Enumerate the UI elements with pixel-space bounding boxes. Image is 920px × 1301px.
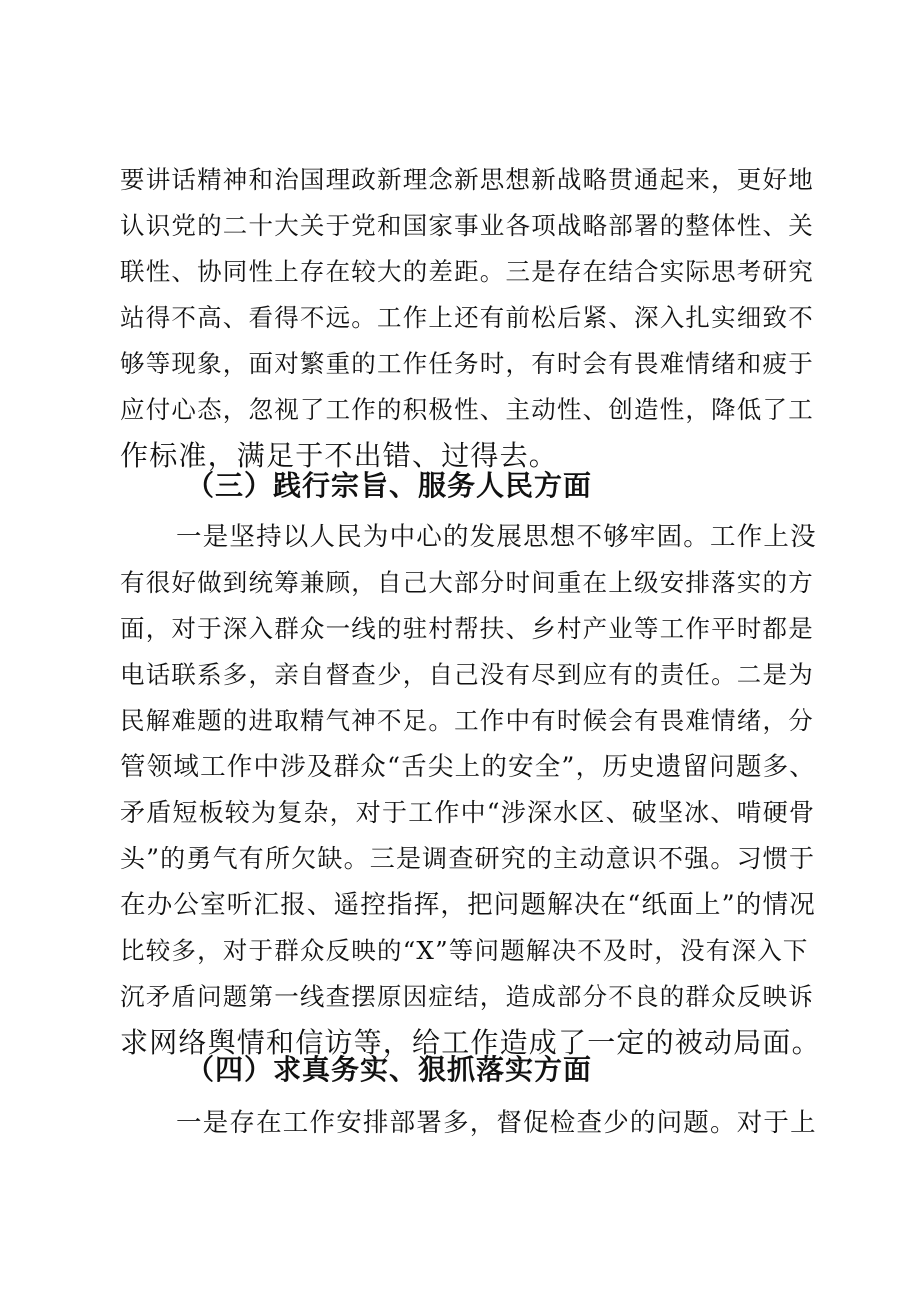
paragraph-line: 矛盾短板较为复杂，对于工作中“涉深水区、破坚冰、啃硬骨	[120, 798, 816, 827]
paragraph-line: 站得不高、看得不远。工作上还有前松后紧、深入扎实细致不	[120, 303, 814, 332]
paragraph-line: 一是存在工作安排部署多，督促检查少的问题。对于上	[176, 1108, 817, 1138]
paragraph-line: 在办公室听汇报、遥控指挥，把问题解决在“纸面上”的情况	[120, 890, 816, 920]
paragraph-line: 头”的勇气有所欠缺。三是调查研究的主动意识不强。习惯于	[120, 844, 816, 873]
paragraph-line: 应付心态，忽视了工作的积极性、主动性、创造性，降低了工	[120, 395, 814, 424]
paragraph-line: 要讲话精神和治国理政新理念新思想新战略贯通起来，更好地	[120, 165, 814, 194]
paragraph-line: 一是坚持以人民为中心的发展思想不够牢固。工作上没	[176, 522, 817, 552]
paragraph-line: 面，对于深入群众一线的驻村帮扶、乡村产业等工作平时都是	[120, 614, 814, 643]
section-heading-three: （三）践行宗旨、服务人民方面	[186, 469, 593, 502]
paragraph-line: 管领域工作中涉及群众“舌尖上的安全”，历史遗留问题多、	[120, 752, 816, 782]
paragraph-line: 电话联系多，亲自督查少，自己没有尽到应有的责任。二是为	[120, 660, 814, 689]
paragraph-line: 比较多，对于群众反映的“X”等问题解决不及时，没有深入下	[120, 936, 809, 965]
paragraph-line: 民解难题的进取精气神不足。工作中有时候会有畏难情绪，分	[120, 706, 814, 735]
paragraph-line: 联性、协同性上存在较大的差距。三是存在结合实际思考研究	[120, 257, 814, 286]
section-heading-four: （四）求真务实、狠抓落实方面	[186, 1053, 593, 1086]
paragraph-line: 有很好做到统筹兼顾，自己大部分时间重在上级安排落实的方	[120, 568, 814, 597]
paragraph-line: 沉矛盾问题第一线查摆原因症结，造成部分不良的群众反映诉	[120, 982, 814, 1011]
paragraph-line: 作标准，满足于不出错、过得去。	[120, 439, 559, 472]
paragraph-line: 够等现象，面对繁重的工作任务时，有时会有畏难情绪和疲于	[120, 349, 814, 378]
paragraph-line: 求网络舆情和信访等，给工作造成了一定的被动局面。	[120, 1026, 821, 1059]
paragraph-line: 认识党的二十大关于党和国家事业各项战略部署的整体性、关	[120, 211, 814, 240]
